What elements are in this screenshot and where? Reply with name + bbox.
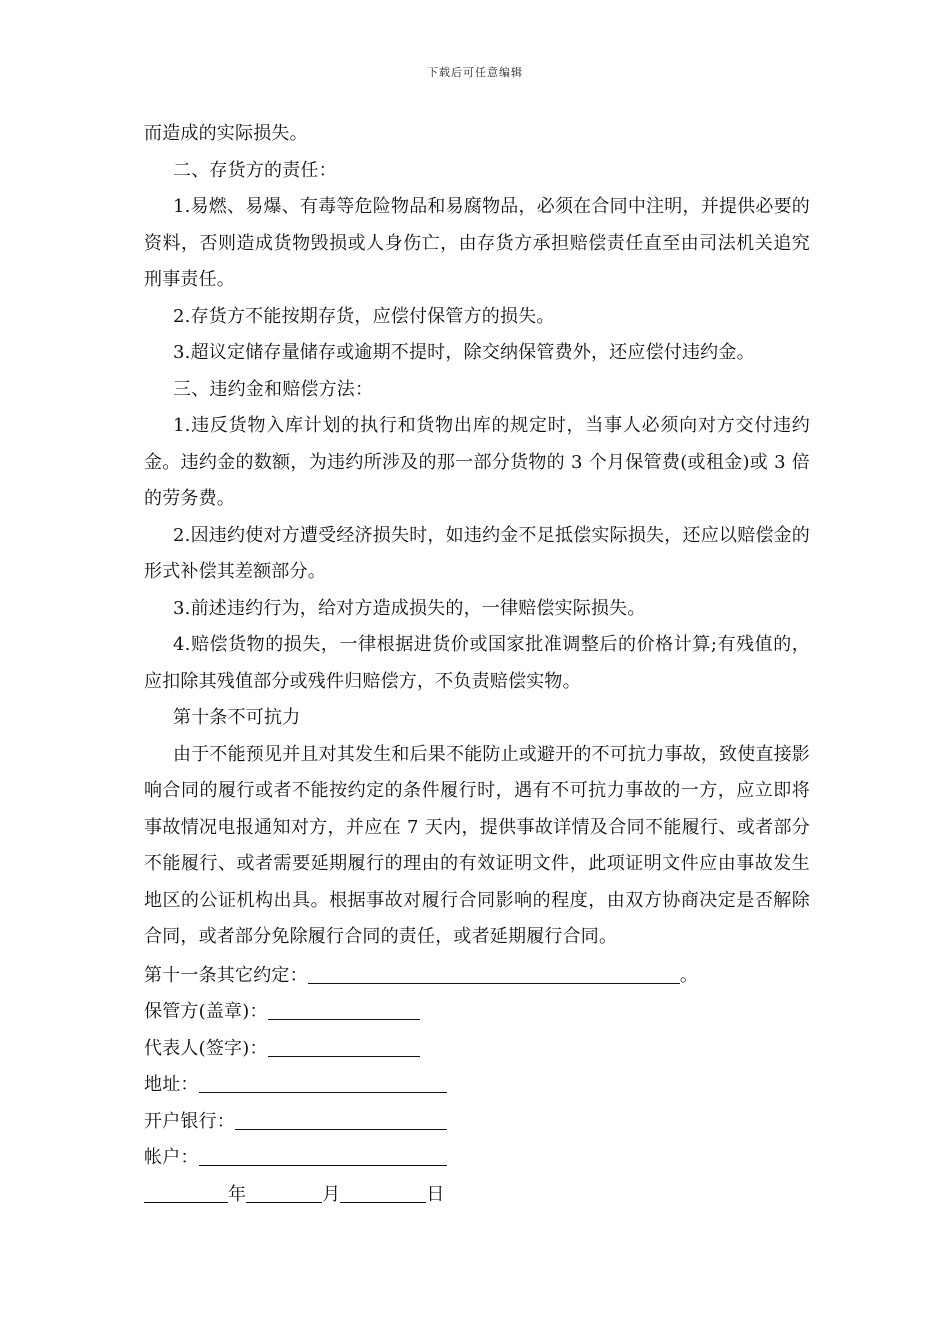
address-row (144, 1067, 810, 1104)
custodian-field[interactable] (268, 999, 420, 1020)
year-field[interactable] (144, 1182, 228, 1203)
article-ten-heading: 第十条不可抗力 (173, 707, 301, 728)
representative-field[interactable] (268, 1036, 420, 1057)
account-label: 帐户： (144, 1147, 199, 1168)
document-body (144, 116, 810, 1213)
custodian-label: 保管方(盖章)： (144, 1001, 268, 1022)
month-field[interactable] (246, 1182, 322, 1203)
clause-late-deposit: 2.存货方不能按期存货，应偿付保管方的损失。 (173, 305, 555, 327)
bank-row (144, 1104, 810, 1141)
bank-label: 开户银行： (144, 1110, 235, 1132)
clause-compensation-price: 4.赔偿货物的损失，一律根据进货价或国家批准调整后的价格计算;有残值的，应扣除其残值部分或残件归赔偿方，不负责赔偿实物。 (144, 634, 810, 692)
clause-overstorage: 3.超议定储存量储存或逾期不提时，除交纳保管费外，还应偿付违约金。 (173, 342, 755, 363)
section-heading-depositor-liability: 二、存货方的责任： (173, 159, 337, 181)
other-terms-field[interactable] (308, 963, 680, 984)
clause-hazardous-goods: 1.易燃、易爆、有毒等危险物品和易腐物品，必须在合同中注明，并提供必要的资料，否则造成货物毁损或人身伤亡，由存货方承担赔偿责任直至由司法机关追究刑事责任。 (144, 196, 810, 290)
clause-force-majeure: 由于不能预见并且对其发生和后果不能防止或避开的不可抗力事故，致使直接影响合同的履行或者不能按约定的条件履行时，遇有不可抗力事故的一方，应立即将事故情况电报通知对方，并应在 7 天内，提供事故详情及合同不能履行、或者部分不能履行、或者需要延期履行的理由的有效证明文件，此项证明文件应由事故发生地区的公证机构出具。根据事故对履行合同影响的程度，由双方协商决定是否解除合同，或者部分免除履行合同的责任，或者延期履行合同。 (144, 743, 810, 947)
representative-label: 代表人(签字)： (144, 1037, 268, 1059)
day-label: 日 (426, 1183, 445, 1205)
date-row (144, 1177, 810, 1214)
bank-field[interactable] (235, 1109, 447, 1130)
month-label: 月 (322, 1183, 341, 1205)
custodian-row (144, 994, 810, 1031)
address-field[interactable] (199, 1072, 447, 1093)
page-header-note: 下载后可任意编辑 (427, 66, 523, 79)
account-field[interactable] (199, 1145, 447, 1166)
other-terms-label: 第十一条其它约定： (144, 964, 308, 986)
representative-row (144, 1031, 810, 1068)
section-heading-penalty: 三、违约金和赔偿方法： (173, 378, 374, 400)
year-label: 年 (228, 1183, 247, 1205)
account-row (144, 1140, 810, 1177)
other-terms-row (144, 958, 810, 995)
address-label: 地址： (144, 1074, 199, 1095)
paragraph-continuation: 而造成的实际损失。 (144, 123, 308, 144)
clause-penalty-amount: 1.违反货物入库计划的执行和货物出库的规定时，当事人必须向对方交付违约金。违约金的数额，为违约所涉及的那一部分货物的 3 个月保管费(或租金)或 3 倍的劳务费。 (144, 415, 810, 509)
other-terms-end: 。 (679, 964, 699, 986)
day-field[interactable] (340, 1182, 426, 1203)
clause-actual-loss: 3.前述违约行为，给对方造成损失的，一律赔偿实际损失。 (173, 597, 646, 619)
clause-penalty-shortfall: 2.因违约使对方遭受经济损失时，如违约金不足抵偿实际损失，还应以赔偿金的形式补偿其差额部分。 (144, 524, 810, 582)
